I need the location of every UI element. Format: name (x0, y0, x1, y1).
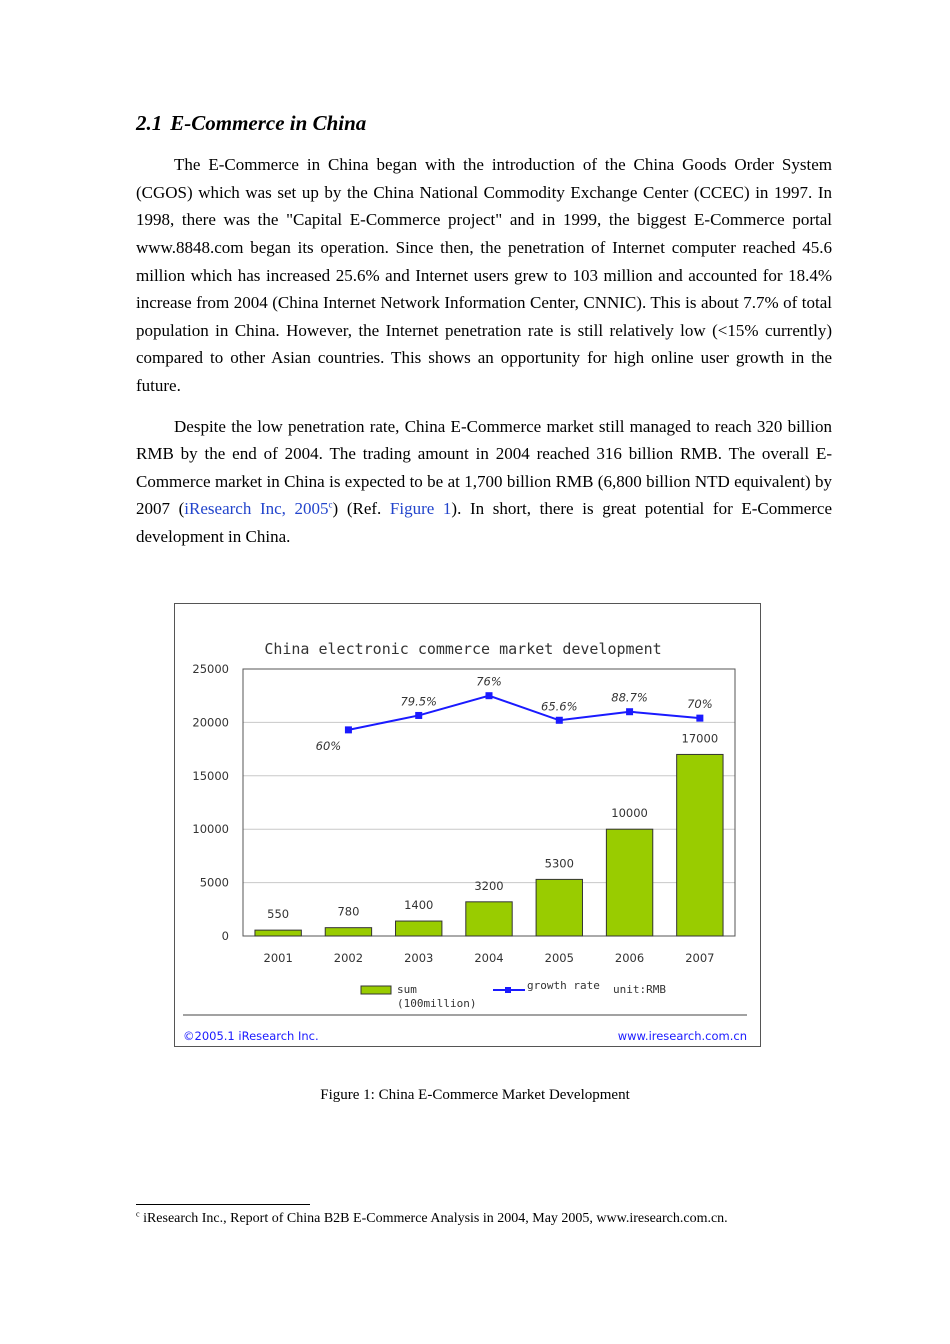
chart-title: China electronic commerce market development (264, 640, 662, 658)
x-tick-label: 2004 (474, 951, 504, 965)
x-tick-label: 2003 (404, 951, 434, 965)
chart-svg (175, 604, 762, 1048)
growth-marker (696, 715, 703, 722)
growth-marker (486, 692, 493, 699)
growth-rate-label: 65.6% (541, 699, 578, 714)
bar-value-label: 1400 (404, 898, 434, 913)
chart-copyright: ©2005.1 iResearch Inc. (183, 1029, 319, 1043)
section-heading (136, 110, 832, 137)
footnote-mark: c (136, 1209, 140, 1219)
y-tick-label: 25000 (192, 662, 229, 676)
paragraph-1: The E-Commerce in China began with the introduction of the China Goods Order System (CGOS) which was set up by the China National Commodity Exchange Center (CCEC) in 1997. In 1998, there was the "Capital E-Commerce project" and in 1999, the biggest E-Commerce portal www.8848.com began its operation. Since then, the penetration of Internet computer reached 45.6 million which has increased 25.6% and Internet users grew to 103 million and accounted for 18.4% increase from 2004 (China Internet Network Information Center, CNNIC). This is about 7.7% of total population in China. However, the Internet penetration rate is still relatively low (<15% currently) compared to other Asian countries. This shows an opportunity for high online user growth in the future. (136, 155, 832, 396)
growth-marker (345, 726, 352, 733)
growth-rate-label: 88.7% (611, 690, 648, 705)
legend-sum-label: sum (397, 983, 417, 996)
y-tick-label: 0 (221, 929, 229, 943)
citation-link[interactable]: iResearch Inc, 2005 (184, 499, 329, 519)
y-tick-label: 5000 (199, 875, 229, 890)
y-axis-ticks (192, 662, 229, 943)
section-title: E-Commerce in China (170, 111, 367, 135)
growth-rate-label: 60% (315, 738, 342, 753)
bar-value-label: 10000 (611, 806, 648, 821)
section-number: 2.1 (136, 111, 163, 135)
bar (255, 930, 301, 936)
bar (536, 879, 582, 936)
legend-growth-label: growth rate (527, 979, 600, 992)
bar-value-label: 17000 (681, 731, 719, 746)
legend-growth-marker (505, 987, 511, 993)
bar (325, 928, 371, 936)
document-body (136, 110, 832, 564)
growth-marker (415, 712, 422, 719)
growth-rate-label: 79.5% (400, 694, 437, 709)
chart-website: www.iresearch.com.cn (617, 1029, 747, 1043)
y-tick-label: 20000 (192, 715, 229, 730)
paragraph-2-text: ) (Ref. (332, 499, 390, 519)
growth-marker (556, 717, 563, 724)
bar (396, 921, 442, 936)
paragraph-2 (136, 413, 832, 551)
footnote (136, 1211, 836, 1227)
chart-legend (361, 979, 666, 1010)
footnote-text: iResearch Inc., Report of China B2B E-Commerce Analysis in 2004, May 2005, www.iresearch.com.cn. (139, 1211, 728, 1226)
figure-reference-link[interactable]: Figure 1 (389, 499, 452, 519)
x-tick-label: 2007 (685, 951, 715, 965)
legend-unit-label: unit:RMB (613, 983, 666, 996)
y-tick-label: 10000 (192, 822, 229, 837)
paragraph-2-text: ). In short, there is great potential for E-Commerce development in China. (136, 499, 832, 547)
legend-sum-unit: (100million) (397, 997, 477, 1010)
bar-value-label: 550 (267, 907, 290, 922)
bar (466, 902, 512, 936)
footnote-marker[interactable]: c (328, 499, 333, 510)
figure-1 (174, 603, 761, 1047)
figure-caption: Figure 1: China E-Commerce Market Development (320, 1087, 630, 1103)
x-tick-label: 2005 (544, 951, 574, 965)
y-tick-label: 15000 (192, 768, 229, 783)
plot-frame (243, 669, 735, 936)
x-tick-label: 2001 (263, 951, 293, 965)
bar-value-label: 780 (337, 904, 360, 919)
growth-rate-series (316, 675, 713, 753)
bar-series (255, 754, 723, 936)
footnote-rule (136, 1204, 310, 1205)
growth-marker (626, 708, 633, 715)
x-tick-label: 2006 (614, 951, 645, 965)
bar-value-label: 3200 (474, 878, 504, 893)
x-tick-label: 2002 (333, 951, 364, 965)
bar (606, 829, 652, 936)
growth-rate-label: 70% (687, 697, 713, 712)
growth-rate-label: 76% (476, 674, 502, 689)
legend-sum-swatch (361, 986, 391, 994)
bar-value-label: 5300 (544, 856, 574, 871)
paragraph-2-text: Despite the low penetration rate, China E-Commerce market still managed to reach 320 billion RMB by the end of 2004. The trading amount in 2004 reached 316 billion RMB. The overall E-Commerce market in China is expected to be at 1,700 billion RMB (6,800 billion NTD equivalent) by 2007 ( (136, 416, 832, 519)
x-axis-ticks (264, 951, 715, 965)
bar (677, 754, 723, 936)
